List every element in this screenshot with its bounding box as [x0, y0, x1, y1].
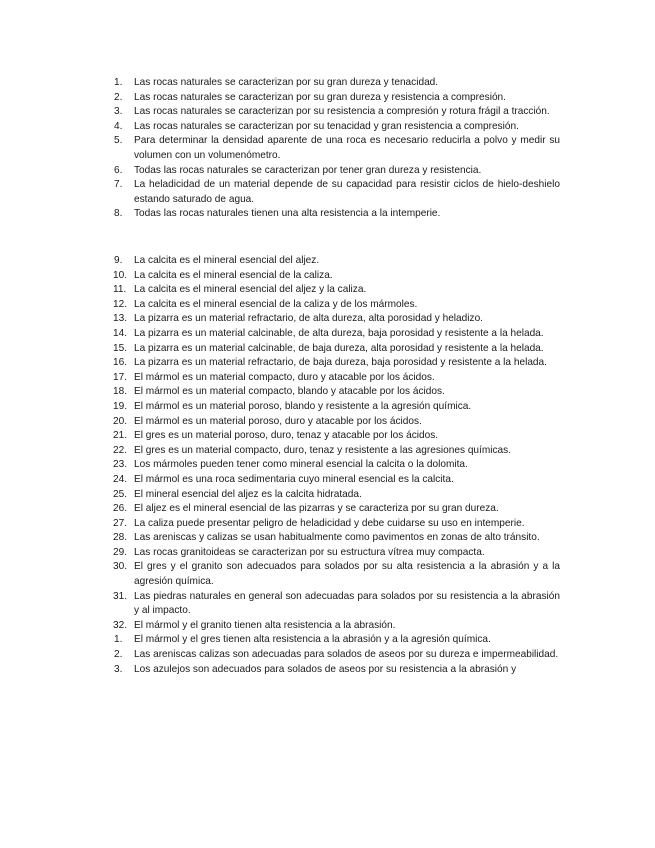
item-number: 18. — [113, 386, 128, 398]
list-item — [114, 327, 560, 342]
list-item — [114, 178, 560, 207]
item-text: Las piedras naturales en general son adecuadas para solados por su resistencia a la abrasión y al impacto. — [134, 590, 560, 617]
item-number: 2. — [114, 91, 123, 103]
list-item — [114, 473, 560, 488]
question-list-section-1 — [114, 76, 560, 222]
list-item — [114, 517, 560, 532]
item-text: La calcita es el mineral esencial del aljez. — [134, 255, 320, 266]
item-text: La pizarra es un material calcinable, de baja dureza, alta porosidad y resistente a la helada. — [134, 342, 544, 354]
item-text: La calcita es el mineral esencial de la caliza y de los mármoles. — [134, 298, 418, 310]
item-number: 24. — [113, 473, 128, 485]
list-item — [114, 254, 560, 269]
item-number: 11. — [113, 284, 127, 296]
item-text: La pizarra es un material calcinable, de alta dureza, baja porosidad y resistente a la helada. — [134, 327, 544, 339]
item-number: 7. — [114, 179, 123, 191]
question-list-section-2 — [114, 254, 560, 677]
list-item — [114, 648, 560, 663]
item-number: 22. — [113, 444, 128, 456]
list-item — [114, 444, 560, 459]
item-number: 21. — [113, 430, 128, 442]
list-item — [114, 590, 560, 619]
item-number: 20. — [113, 415, 128, 427]
item-text: El gres y el granito son adecuados para solados por su alta resistencia a la abrasión y a la agresión química. — [134, 561, 560, 588]
item-text: El mármol es un material compacto, blando y atacable por los ácidos. — [134, 386, 445, 398]
item-text: Las areniscas calizas son adecuadas para solados de aseos por su dureza e impermeabilidad. — [134, 649, 559, 661]
list-item — [114, 415, 560, 430]
item-text: El mármol es un material poroso, blando y resistente a la agresión química. — [134, 400, 472, 412]
item-text: La calcita es el mineral esencial del aljez y la caliza. — [134, 284, 367, 296]
list-item — [114, 76, 560, 91]
item-number: 25. — [113, 488, 128, 500]
item-text: El mármol y el granito tienen alta resistencia a la abrasión. — [134, 619, 396, 631]
item-number: 1. — [114, 634, 123, 646]
item-number: 3. — [114, 106, 123, 118]
item-text: Las areniscas y calizas se usan habitualmente como pavimentos en zonas de alto tránsito. — [134, 532, 540, 544]
item-number: 14. — [113, 327, 128, 339]
item-number: 10. — [113, 269, 128, 281]
item-text: La heladicidad de un material depende de su capacidad para resistir ciclos de hielo-deshielo estando saturado de agua. — [134, 179, 560, 205]
item-number: 27. — [113, 517, 128, 529]
item-text: Los azulejos son adecuados para solados de aseos por su resistencia a la abrasión y — [134, 663, 517, 675]
list-item — [114, 356, 560, 371]
item-number: 16. — [113, 357, 128, 369]
list-item — [114, 342, 560, 357]
list-item — [114, 120, 560, 135]
list-item — [114, 312, 560, 327]
list-item — [114, 207, 560, 222]
list-item — [114, 371, 560, 386]
list-item — [114, 663, 560, 678]
item-number: 6. — [114, 164, 123, 176]
item-number: 32. — [113, 619, 128, 631]
list-item — [114, 134, 560, 163]
item-text: La pizarra es un material refractario, de baja dureza, baja porosidad y resistente a la helada. — [134, 357, 547, 369]
item-number: 29. — [113, 546, 128, 558]
item-text: El aljez es el mineral esencial de las pizarras y se caracteriza por su gran dureza. — [134, 503, 499, 515]
item-number: 28. — [113, 532, 128, 544]
item-number: 19. — [113, 400, 128, 412]
item-text: Las rocas naturales se caracterizan por su gran dureza y tenacidad. — [134, 77, 439, 88]
item-text: El mármol es una roca sedimentaria cuyo mineral esencial es la calcita. — [134, 473, 454, 485]
item-text: Todas las rocas naturales se caracterizan por tener gran dureza y resistencia. — [134, 164, 482, 176]
list-item — [114, 400, 560, 415]
item-number: 23. — [113, 459, 128, 471]
list-item — [114, 619, 560, 634]
item-number: 1. — [114, 77, 123, 88]
list-item — [114, 502, 560, 517]
list-item — [114, 385, 560, 400]
item-text: Las rocas naturales se caracterizan por su resistencia a compresión y rotura frágil a tracción. — [134, 106, 550, 118]
list-item — [114, 546, 560, 561]
item-text: Los mármoles pueden tener como mineral esencial la calcita o la dolomita. — [134, 459, 468, 471]
item-number: 5. — [114, 135, 123, 147]
item-text: El mármol y el gres tienen alta resistencia a la abrasión y a la agresión química. — [134, 634, 491, 646]
item-text: La pizarra es un material refractario, de alta dureza, alta porosidad y heladizo. — [134, 313, 483, 325]
item-number: 8. — [114, 208, 123, 220]
list-item — [114, 488, 560, 503]
item-number: 2. — [114, 649, 123, 661]
item-number: 31. — [113, 590, 128, 602]
item-number: 30. — [113, 561, 128, 573]
list-item — [114, 283, 560, 298]
item-number: 3. — [114, 663, 123, 675]
item-number: 13. — [113, 313, 128, 325]
list-item — [114, 458, 560, 473]
item-text: El mineral esencial del aljez es la calcita hidratada. — [134, 488, 362, 500]
item-text: La caliza puede presentar peligro de heladicidad y debe cuidarse su uso en intemperie. — [134, 517, 525, 529]
item-number: 12. — [113, 298, 128, 310]
item-number: 15. — [113, 342, 128, 354]
list-item — [114, 633, 560, 648]
item-number: 17. — [113, 371, 128, 383]
list-item — [114, 429, 560, 444]
list-item — [114, 560, 560, 589]
item-text: Las rocas naturales se caracterizan por su tenacidad y gran resistencia a compresión. — [134, 120, 519, 132]
list-item — [114, 164, 560, 179]
item-text: Las rocas granitoideas se caracterizan por su estructura vítrea muy compacta. — [134, 546, 485, 558]
item-text: El mármol es un material poroso, duro y atacable por los ácidos. — [134, 415, 422, 427]
item-number: 4. — [114, 120, 123, 132]
item-text: El mármol es un material compacto, duro y atacable por los ácidos. — [134, 371, 435, 383]
item-text: La calcita es el mineral esencial de la caliza. — [134, 269, 333, 281]
list-item — [114, 298, 560, 313]
item-number: 9. — [114, 255, 123, 266]
item-text: Para determinar la densidad aparente de una roca es necesario reducirla a polvo y medir su volumen con un volumenómetro. — [134, 135, 560, 161]
list-item — [114, 531, 560, 546]
item-text: Las rocas naturales se caracterizan por su gran dureza y resistencia a compresión. — [134, 91, 506, 103]
list-item — [114, 269, 560, 284]
item-number: 26. — [113, 503, 128, 515]
item-text: El gres es un material compacto, duro, tenaz y resistente a las agresiones químicas. — [134, 444, 512, 456]
list-item — [114, 91, 560, 106]
item-text: Todas las rocas naturales tienen una alta resistencia a la intemperie. — [134, 208, 441, 220]
list-item — [114, 105, 560, 120]
item-text: El gres es un material poroso, duro, tenaz y atacable por los ácidos. — [134, 430, 439, 442]
